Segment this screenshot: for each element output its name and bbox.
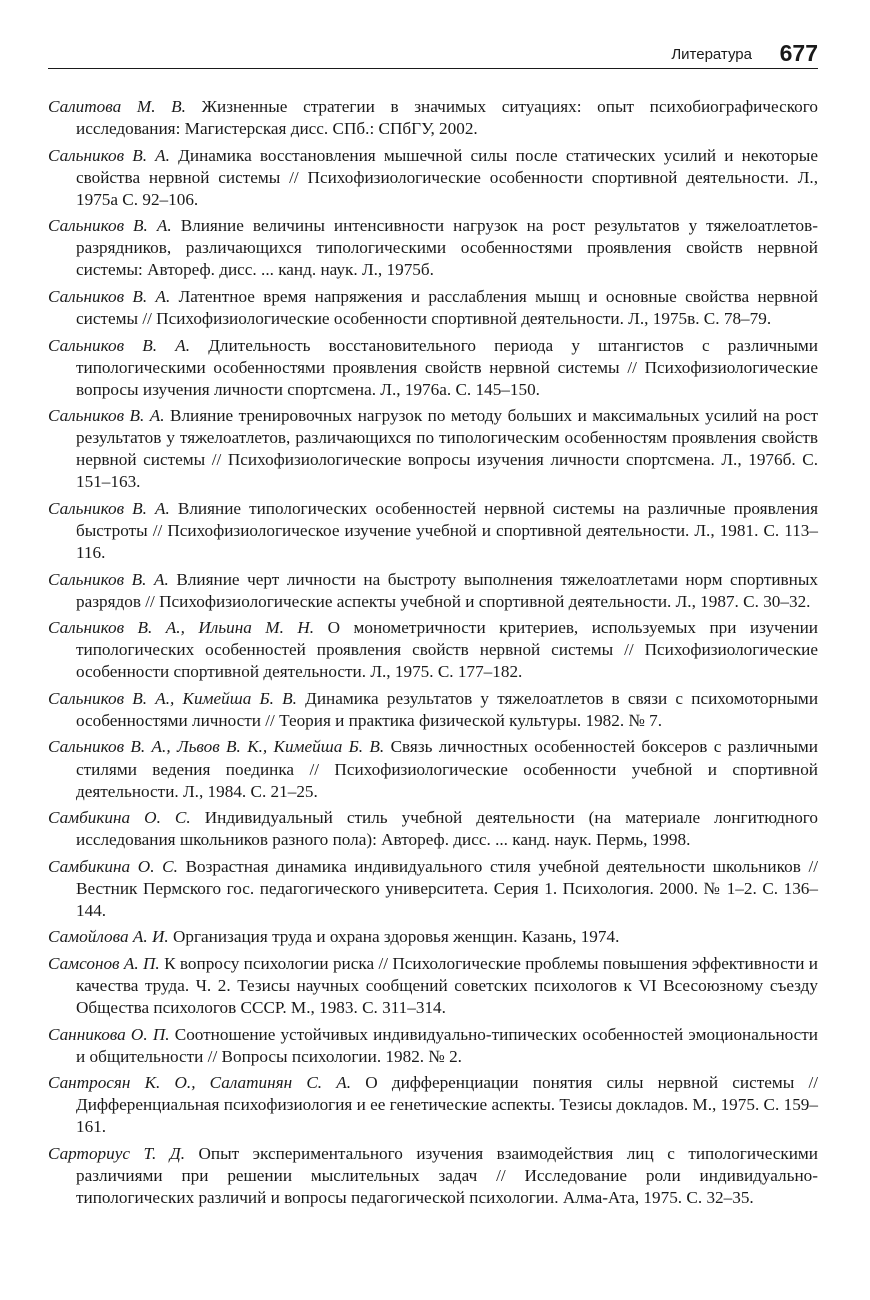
reference-entry — [48, 96, 818, 140]
reference-authors: Сантросян К. О., Салатинян С. А. — [48, 1073, 352, 1093]
reference-text: К вопросу психологии риска // Психологические проблемы повышения эффективности и качества труда. Ч. 2. Тезисы научных сообщений советских психологов к VI Всесоюзному съезду Общества психологов СССР. М., 1983. С. 311–314. — [76, 953, 818, 1018]
reference-text: Влияние величины интенсивности нагрузок на рост результатов у тяжелоатлетов-разрядников, различающихся типологическими особенностями проявления свойств нервной системы: Автореф. дисс. ... канд. наук. Л., 1975б. — [76, 216, 818, 280]
reference-text: Связь личностных особенностей боксеров с различными стилями ведения поединка // Психофизиологические особенности учебной и спортивной деятельности. Л., 1984. С. 21–25. — [76, 737, 818, 801]
reference-entry — [48, 953, 818, 1019]
section-title: Литература — [671, 46, 752, 63]
reference-entry — [48, 617, 818, 683]
reference-text: Латентное время напряжения и расслабления мышц и основные свойства нервной системы // Психофизиологические особенности спортивной деятельности. Л., 1975в. С. 78–79. — [76, 286, 818, 329]
reference-entry — [48, 1024, 818, 1068]
reference-authors: Самбикина О. С. — [48, 856, 178, 876]
reference-text: Динамика восстановления мышечной силы после статических усилий и некоторые свойства нервной системы // Психофизиологические особенности спортивной деятельности. Л., 1975а С. 92–106. — [76, 145, 818, 209]
reference-text: О дифференциации понятия силы нервной системы // Дифференциальная психофизиология и ее генетические аспекты. Тезисы докладов. М., 1975. С. 159–161. — [76, 1073, 818, 1137]
reference-authors: Сальников В. А. — [48, 216, 172, 236]
reference-authors: Сальников В. А. — [48, 145, 170, 165]
reference-entry — [48, 498, 818, 564]
reference-authors: Сальников В. А. — [48, 335, 190, 355]
reference-text: Соотношение устойчивых индивидуально-типических особенностей эмоциональности и общительности // Вопросы психологии. 1982. № 2. — [76, 1024, 819, 1066]
reference-text: Влияние тренировочных нагрузок по методу больших и максимальных усилий на рост результатов у тяжелоатлетов, различающихся по типологическим особенностям проявления свойств нервной системы // Психофизиологические вопросы изучения личности спортсмена. Л., 1976б. С. 151–163. — [76, 406, 818, 492]
reference-authors: Сальников В. А. — [48, 498, 170, 518]
reference-entry — [48, 926, 818, 948]
reference-authors: Сарториус Т. Д. — [48, 1143, 185, 1163]
reference-list — [48, 96, 818, 1213]
reference-text: Влияние черт личности на быстроту выполнения тяжелоатлетами норм спортивных разрядов // Психофизиологические аспекты учебной и спортивной деятельности. Л., 1987. С. 30–32. — [76, 569, 818, 611]
reference-entry — [48, 215, 818, 281]
reference-text: Влияние типологических особенностей нервной системы на различные проявления быстроты // Психофизиологическое изучение учебной и спортивной деятельности. Л., 1981. С. 113–116. — [76, 498, 818, 563]
reference-text: Индивидуальный стиль учебной деятельности (на материале лонгитюдного исследования школьников разного пола): Автореф. дисс. ... канд. наук. Пермь, 1998. — [76, 808, 818, 850]
reference-authors: Сальников В. А. — [48, 569, 169, 589]
reference-entry — [48, 856, 818, 922]
reference-text: Динамика результатов у тяжелоатлетов в связи с психомоторными особенностями личности // Теория и практика физической культуры. 1982. № 7. — [76, 688, 819, 730]
page-number: 677 — [779, 40, 818, 66]
reference-entry — [48, 1072, 818, 1138]
reference-entry — [48, 569, 818, 613]
reference-text: Опыт экспериментального изучения взаимодействия лиц с типологическими различиями при решении мыслительных задач // Исследование роли индивидуально-типологических различий и вопросы педагогической психологии. Алма-Ата, 1975. С. 32–35. — [76, 1143, 818, 1207]
reference-authors: Сальников В. А. — [48, 406, 165, 426]
reference-text: Возрастная динамика индивидуального стиля учебной деятельности школьников // Вестник Пермского гос. педагогического университета. Серия 1. Психология. 2000. № 1–2. С. 136–144. — [76, 856, 819, 920]
reference-entry — [48, 405, 818, 493]
reference-authors: Самойлова А. И. — [48, 927, 169, 947]
reference-entry — [48, 1143, 818, 1209]
reference-entry — [48, 286, 818, 330]
reference-entry — [48, 688, 818, 732]
running-header — [48, 38, 818, 69]
reference-text: Жизненные стратегии в значимых ситуациях: опыт психобиографического исследования: Магистерская дисс. СПб.: СПбГУ, 2002. — [76, 97, 818, 139]
reference-entry — [48, 807, 818, 851]
reference-authors: Самбикина О. С. — [48, 808, 191, 828]
reference-text: Организация труда и охрана здоровья женщин. Казань, 1974. — [172, 927, 620, 947]
reference-entry — [48, 145, 818, 211]
reference-authors: Самсонов А. П. — [48, 953, 160, 973]
reference-entry — [48, 736, 818, 802]
reference-entry — [48, 335, 818, 401]
reference-authors: Салитова М. В. — [48, 97, 186, 116]
reference-authors: Сальников В. А. — [48, 286, 171, 306]
reference-authors: Сальников В. А., Львов В. К., Кимейша Б. В. — [48, 737, 385, 757]
reference-text: Длительность восстановительного периода у штангистов с различными типологическими особенностями проявления свойств нервной системы // Психофизиологические вопросы изучения личности спортсмена. Л., 1976а. С. 145–150. — [76, 335, 819, 399]
reference-text: О монометричности критериев, используемых при изучении типологических особенностей проявления свойств нервной системы // Психофизиологические особенности спортивной деятельности. Л., 1975. С. 177–182. — [76, 618, 818, 682]
reference-authors: Сальников В. А., Кимейша Б. В. — [48, 688, 297, 708]
reference-authors: Сальников В. А., Ильина М. Н. — [48, 618, 315, 638]
reference-authors: Санникова О. П. — [48, 1024, 170, 1044]
